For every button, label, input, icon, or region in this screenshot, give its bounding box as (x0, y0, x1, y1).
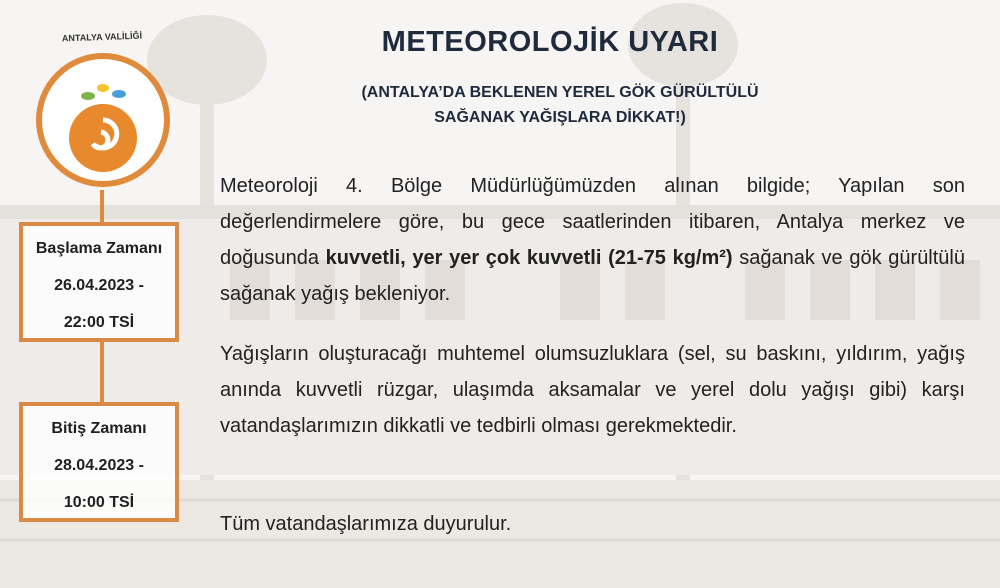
page-title: METEOROLOJİK UYARI (381, 26, 719, 58)
subtitle-line-1: (ANTALYA’DA BEKLENEN YEREL GÖK GÜRÜLTÜLÜ (361, 84, 759, 101)
page-subtitle (300, 80, 820, 130)
logo-text: ANTALYA VALİLİĞİ (61, 30, 143, 44)
paragraph-announcement: Tüm vatandaşlarımıza duyurulur. (220, 513, 512, 535)
end-label: Bitiş Zamanı (51, 420, 147, 437)
paragraph-warning-details (220, 168, 965, 312)
timeline-connector (100, 342, 104, 402)
antalya-valiligi-logo (33, 50, 173, 190)
start-label: Başlama Zamanı (35, 240, 163, 257)
start-date: 26.04.2023 - (54, 277, 144, 294)
p1-text-a: Meteoroloji 4. Bölge Müdürlüğümüzden alınan bilgide; Yapılan son değerlendirmelere göre, bu gece saatlerinden itibaren, Antalya merkez ve doğusunda (220, 175, 965, 269)
p1-bold-intensity: kuvvetli, yer yer çok kuvvetli (21-75 kg/m²) (325, 247, 733, 269)
timeline-connector (100, 190, 104, 222)
start-time-box (19, 222, 179, 342)
start-time: 22:00 TSİ (63, 314, 135, 331)
paragraph-precautions: Yağışların oluşturacağı muhtemel olumsuzluklara (sel, su baskını, yıldırım, yağış anında kuvvetli rüzgar, ulaşımda aksamalar ve yerel dolu yağışı gibi) karşı vatandaşlarımızın dikkatli ve tedbirli olması gerekmektedir. (220, 343, 965, 437)
p1-text-b: sağanak ve gök gürültülü sağanak yağış bekleniyor. (220, 247, 966, 305)
end-time: 10:00 TSİ (63, 494, 135, 511)
end-date: 28.04.2023 - (54, 457, 144, 474)
end-time-box (19, 402, 179, 522)
subtitle-line-2: SAĞANAK YAĞIŞLARA DİKKAT!) (434, 109, 686, 126)
